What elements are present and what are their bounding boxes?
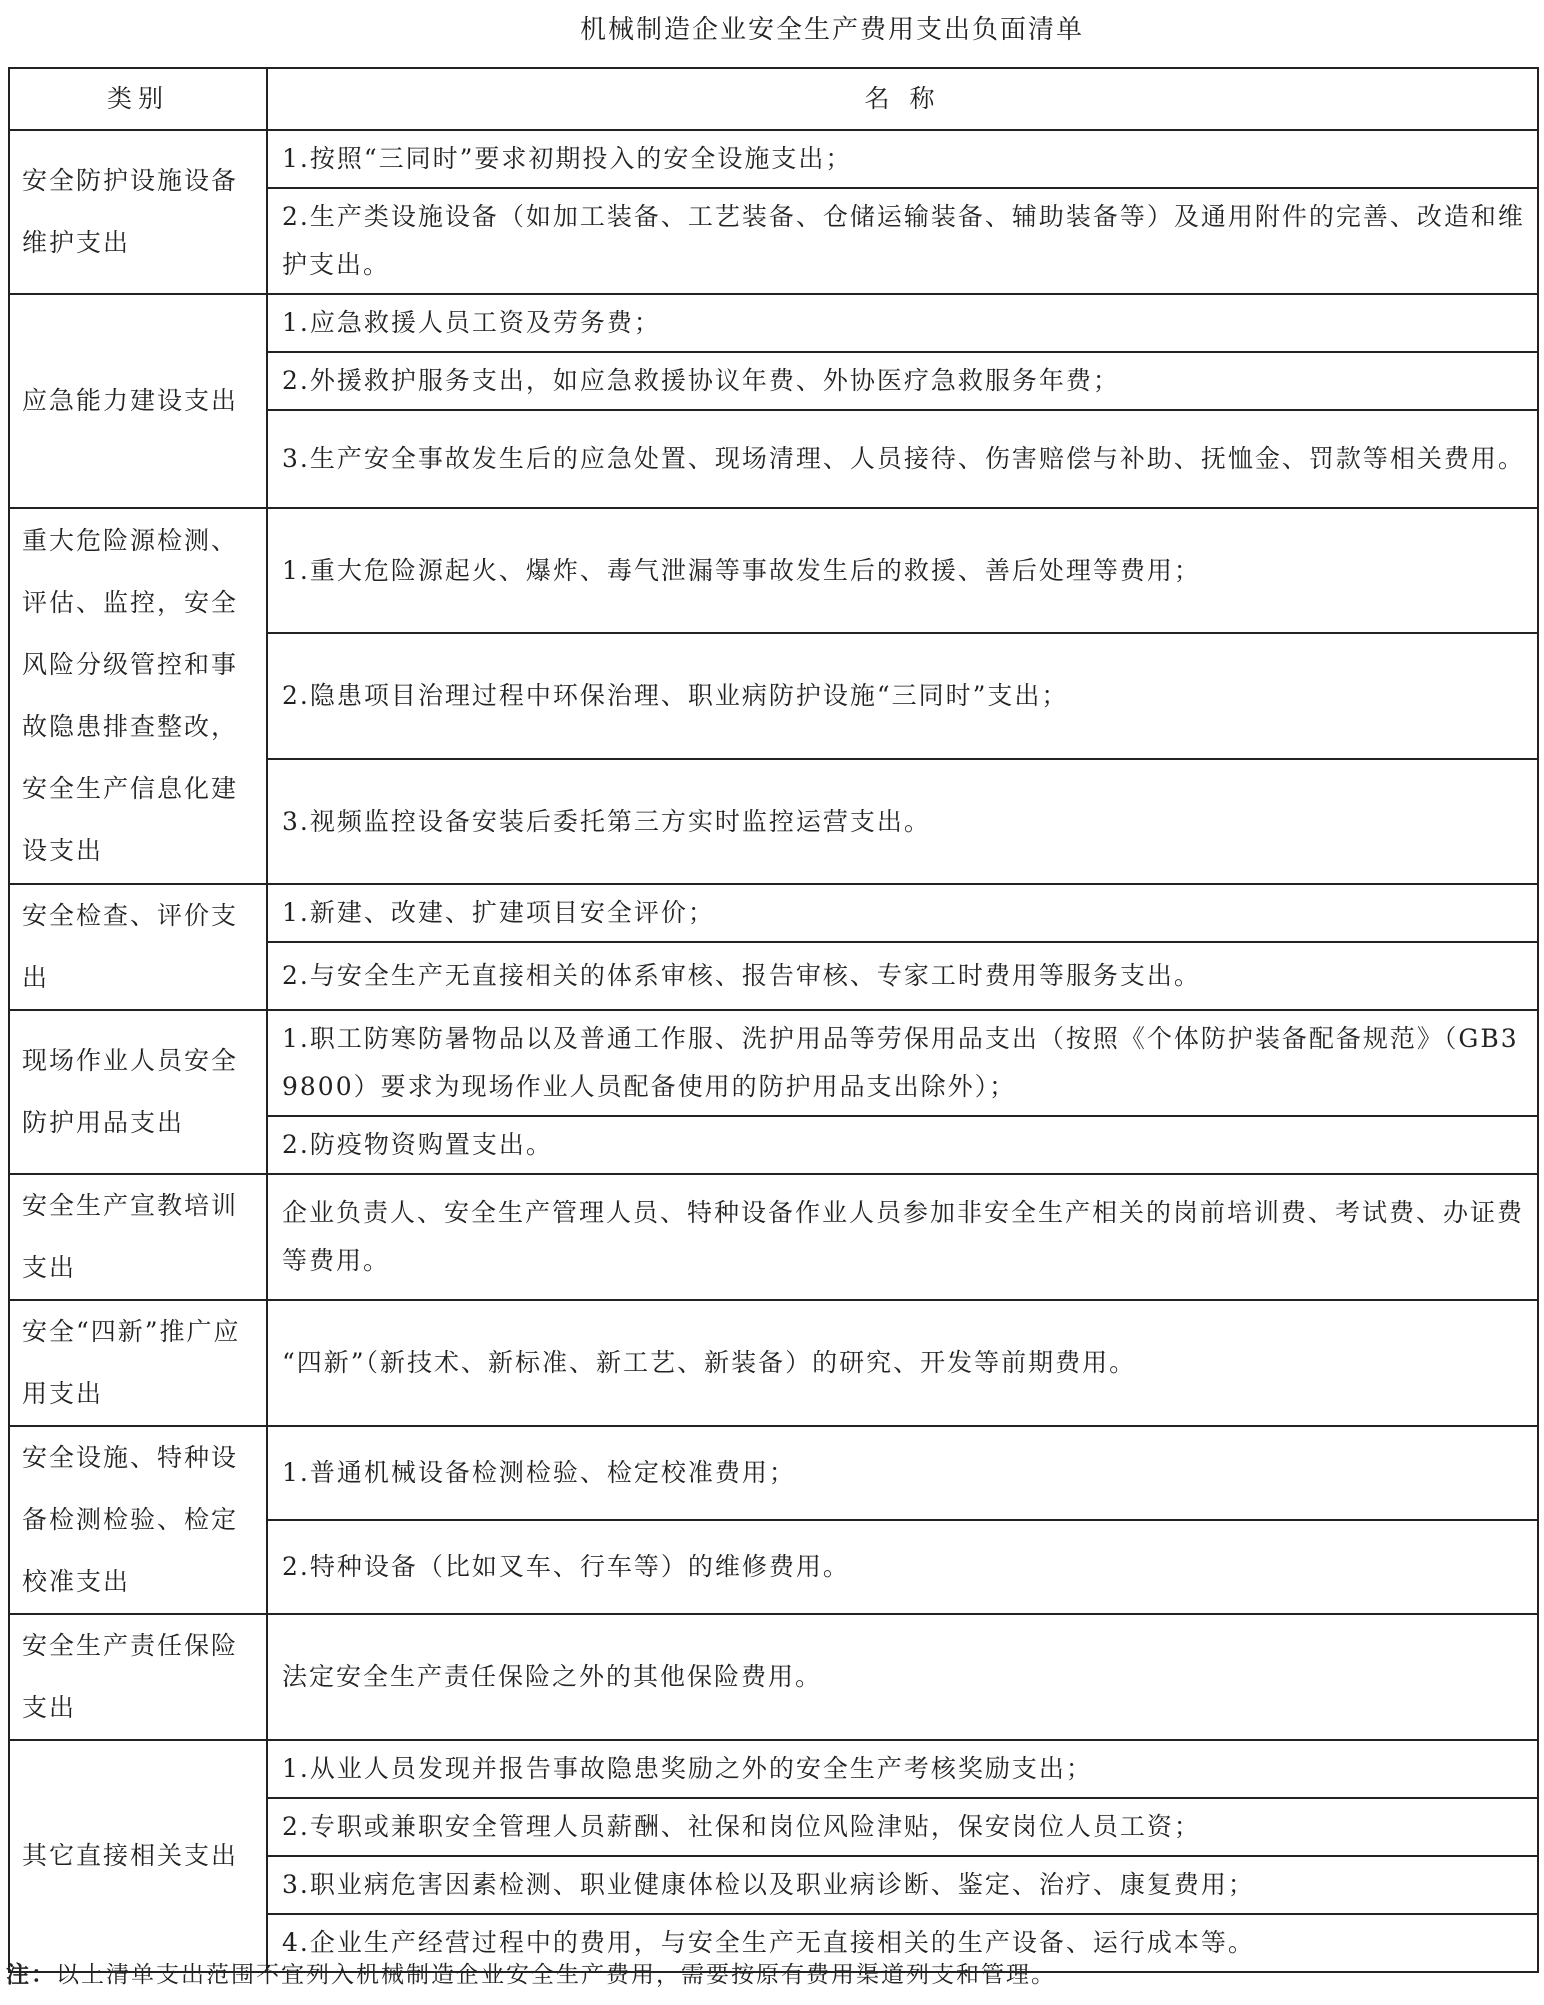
item-cell: 企业负责人、安全生产管理人员、特种设备作业人员参加非安全生产相关的岗前培训费、考试费、办证费等费用。 bbox=[267, 1174, 1538, 1300]
table-row bbox=[9, 130, 1538, 188]
item-cell: 2.与安全生产无直接相关的体系审核、报告审核、专家工时费用等服务支出。 bbox=[267, 942, 1538, 1010]
footnote-label: 注： bbox=[6, 1961, 56, 1988]
item-cell: 1.应急救援人员工资及劳务费； bbox=[267, 294, 1538, 352]
table-row bbox=[9, 1300, 1538, 1426]
table-row bbox=[9, 508, 1538, 633]
category-cell: 安全“四新”推广应用支出 bbox=[9, 1300, 267, 1426]
table-row bbox=[9, 1614, 1538, 1740]
item-cell: 3.生产安全事故发生后的应急处置、现场清理、人员接待、伤害赔偿与补助、抚恤金、罚款等相关费用。 bbox=[267, 410, 1538, 508]
footnote bbox=[6, 1957, 1056, 1993]
category-cell: 安全生产宣教培训支出 bbox=[9, 1174, 267, 1300]
negative-list-table bbox=[8, 67, 1539, 1973]
category-cell: 安全生产责任保险支出 bbox=[9, 1614, 267, 1740]
table-row bbox=[9, 1010, 1538, 1116]
item-cell: 3.视频监控设备安装后委托第三方实时监控运营支出。 bbox=[267, 759, 1538, 884]
item-cell: 2.外援救护服务支出，如应急救援协议年费、外协医疗急救服务年费； bbox=[267, 352, 1538, 410]
table-row bbox=[9, 1426, 1538, 1520]
table-row bbox=[9, 294, 1538, 352]
header-name: 名 称 bbox=[267, 68, 1538, 130]
header-category: 类别 bbox=[9, 68, 267, 130]
item-cell: 3.职业病危害因素检测、职业健康体检以及职业病诊断、鉴定、治疗、康复费用； bbox=[267, 1856, 1538, 1914]
table-row bbox=[9, 1174, 1538, 1300]
table-row bbox=[9, 1740, 1538, 1798]
item-cell: 1.重大危险源起火、爆炸、毒气泄漏等事故发生后的救援、善后处理等费用； bbox=[267, 508, 1538, 633]
item-cell: 2.防疫物资购置支出。 bbox=[267, 1116, 1538, 1174]
item-cell: 1.按照“三同时”要求初期投入的安全设施支出； bbox=[267, 130, 1538, 188]
item-cell: 2.隐患项目治理过程中环保治理、职业病防护设施“三同时”支出； bbox=[267, 633, 1538, 759]
item-cell: 1.职工防寒防暑物品以及普通工作服、洗护用品等劳保用品支出（按照《个体防护装备配备规范》（GB39800）要求为现场作业人员配备使用的防护用品支出除外）； bbox=[267, 1010, 1538, 1116]
item-cell: 1.新建、改建、扩建项目安全评价； bbox=[267, 884, 1538, 942]
category-cell: 重大危险源检测、评估、监控，安全风险分级管控和事故隐患排查整改，安全生产信息化建设支出 bbox=[9, 508, 267, 884]
category-cell: 现场作业人员安全防护用品支出 bbox=[9, 1010, 267, 1174]
category-cell: 安全设施、特种设备检测检验、检定校准支出 bbox=[9, 1426, 267, 1614]
item-cell: 2.专职或兼职安全管理人员薪酬、社保和岗位风险津贴，保安岗位人员工资； bbox=[267, 1798, 1538, 1856]
page-title: 机械制造企业安全生产费用支出负面清单 bbox=[579, 15, 1084, 45]
item-cell: 1.普通机械设备检测检验、检定校准费用； bbox=[267, 1426, 1538, 1520]
footnote-text: 以上清单支出范围不宜列入机械制造企业安全生产费用，需要按原有费用渠道列支和管理。 bbox=[56, 1962, 1056, 1988]
item-cell: 4.企业生产经营过程中的费用，与安全生产无直接相关的生产设备、运行成本等。 bbox=[267, 1914, 1538, 1972]
item-cell: “四新”（新技术、新标准、新工艺、新装备）的研究、开发等前期费用。 bbox=[267, 1300, 1538, 1426]
table-row bbox=[9, 884, 1538, 942]
item-cell: 2.特种设备（比如叉车、行车等）的维修费用。 bbox=[267, 1520, 1538, 1614]
category-cell: 安全防护设施设备维护支出 bbox=[9, 130, 267, 294]
category-cell: 应急能力建设支出 bbox=[9, 294, 267, 508]
item-cell: 1.从业人员发现并报告事故隐患奖励之外的安全生产考核奖励支出； bbox=[267, 1740, 1538, 1798]
table-header-row bbox=[9, 68, 1538, 130]
item-cell: 法定安全生产责任保险之外的其他保险费用。 bbox=[267, 1614, 1538, 1740]
item-cell: 2.生产类设施设备（如加工装备、工艺装备、仓储运输装备、辅助装备等）及通用附件的完善、改造和维护支出。 bbox=[267, 188, 1538, 294]
category-cell: 其它直接相关支出 bbox=[9, 1740, 267, 1972]
category-cell: 安全检查、评价支出 bbox=[9, 884, 267, 1010]
